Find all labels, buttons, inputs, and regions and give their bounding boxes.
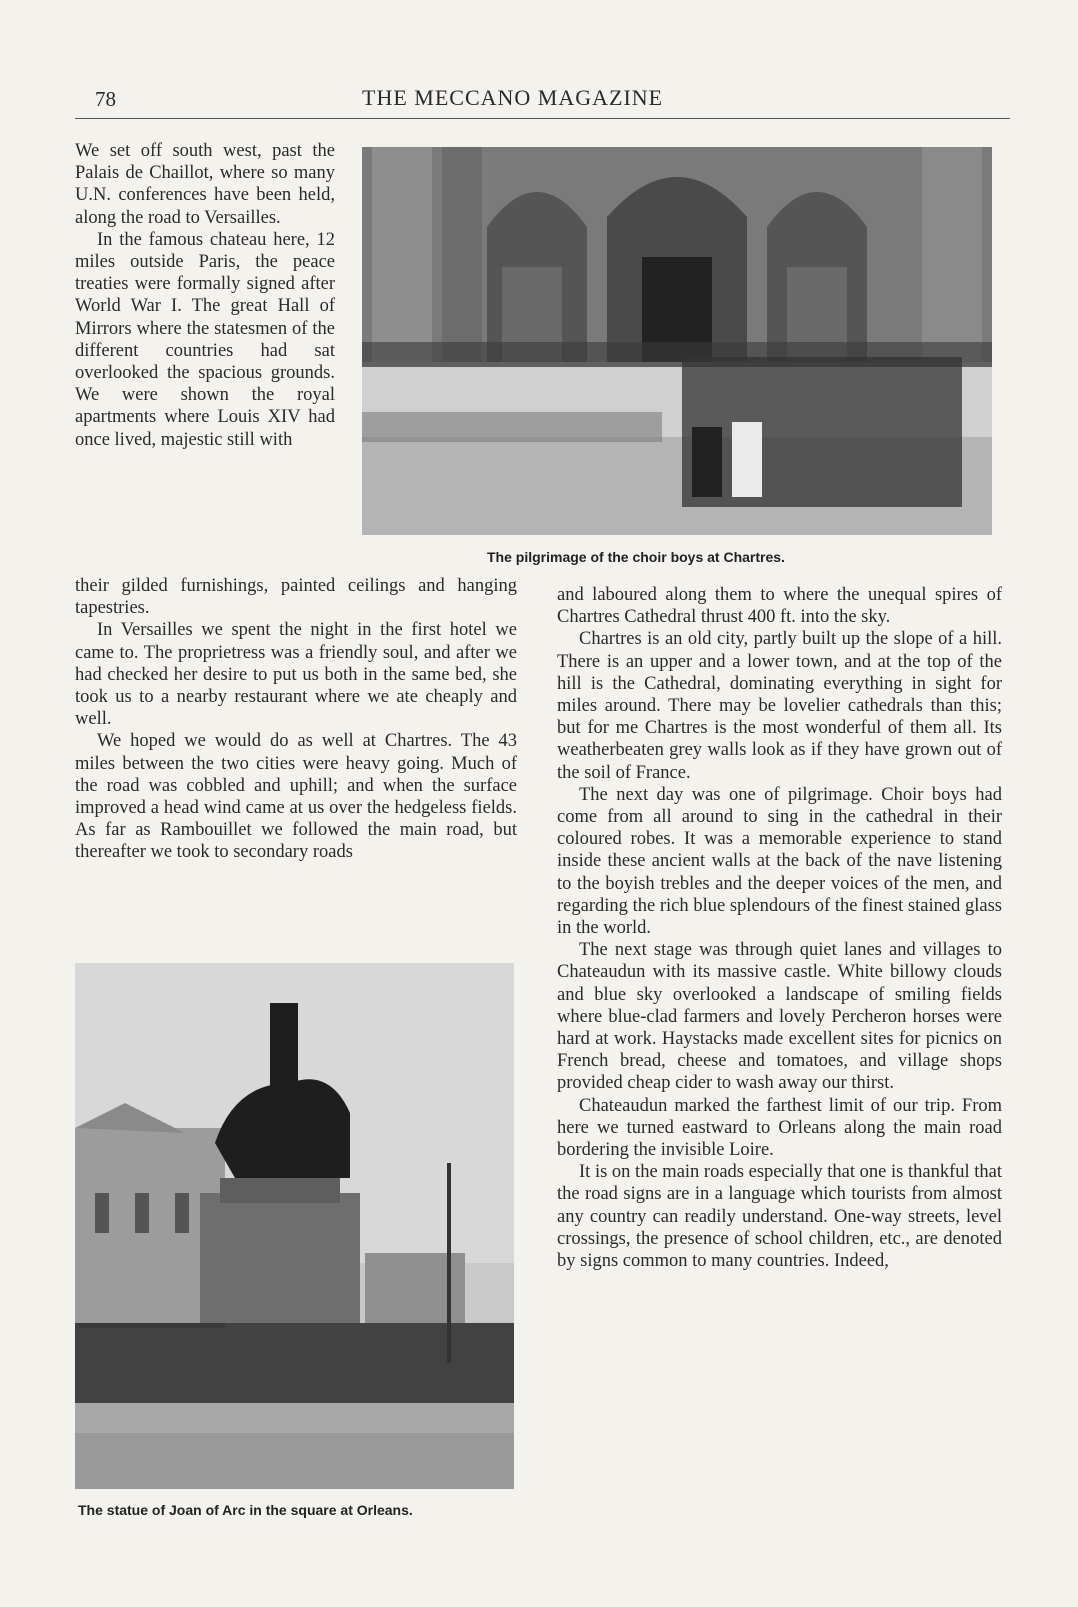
photo-caption-top: The pilgrimage of the choir boys at Chartres. xyxy=(487,549,785,565)
paragraph: The next stage was through quiet lanes and villages to Chateaudun with its massive castle. White billowy clouds and blue sky overlooked a landscape of smiling fields where blue-clad farmers and lovely Percheron horses were hard at work. Haystacks made excellent sites for picnics on French bread, cheese and tomatoes, and village shops provided cheap cider to wash away our thirst. xyxy=(557,940,1002,1094)
chartres-cathedral-photo xyxy=(362,147,992,535)
paragraph: Chateaudun marked the farthest limit of our trip. From here we turned eastward to Orleans along the main road bordering the invisible Loire. xyxy=(557,1095,1002,1161)
paragraph: Chartres is an old city, partly built up the slope of a hill. There is an upper and a lower town, and at the top of the hill is the Cathedral, dominating everything in sight for miles around. There may be lovelier cathedrals than this; but for me Chartres is the most wonderful of them all. Its weatherbeaten grey walls look as if they have grown out of the soil of France. xyxy=(557,629,1002,783)
paragraph: The next day was one of pilgrimage. Choir boys had come from all around to sing in the cathedral in their coloured robes. It was a memorable experience to stand inside these ancient walls at the back of the nave listening to the boyish trebles and the deeper voices of the men, and regarding the rich blue splendours of the finest stained glass in the world. xyxy=(557,784,1002,939)
paragraph: In the famous chateau here, 12 miles outside Paris, the peace treaties were formally signed after World War I. The great Hall of Mirrors where the statesmen of the different countries had sat overlooked the spacious grounds. We were shown the royal apartments where Louis XIV had once lived, majestic still with xyxy=(75,229,335,450)
left-column-middle xyxy=(75,575,517,864)
right-column xyxy=(557,584,1002,1272)
paragraph: It is on the main roads especially that one is thankful that the road signs are in a language which tourists from almost any country can readily understand. One-way streets, level crossings, the presence of school children, etc., are denoted by signs common to many countries. Indeed, xyxy=(557,1162,1002,1272)
paragraph: We set off south west, past the Palais de Chaillot, where so many U.N. conferences have been held, along the road to Versailles. xyxy=(75,141,335,228)
paragraph: and laboured along them to where the unequal spires of Chartres Cathedral thrust 400 ft. into the sky. xyxy=(557,585,1002,628)
magazine-title: THE MECCANO MAGAZINE xyxy=(362,85,664,110)
joan-of-arc-statue-photo xyxy=(75,963,514,1489)
header-rule xyxy=(75,118,1010,119)
paragraph: We hoped we would do as well at Chartres. The 43 miles between the two cities were heavy going. Much of the road was cobbled and uphill; and when the surface improved a head wind came at us over the hedgeless fields. As far as Rambouillet we followed the main road, but thereafter we took to secondary roads xyxy=(75,731,517,863)
page-number: 78 xyxy=(95,87,116,111)
paragraph: their gilded furnishings, painted ceilings and hanging tapestries. xyxy=(75,576,517,619)
left-column-top xyxy=(75,140,335,451)
photo-caption-bottom: The statue of Joan of Arc in the square at Orleans. xyxy=(78,1502,413,1518)
paragraph: In Versailles we spent the night in the first hotel we came to. The proprietress was a friendly soul, and after we had checked her desire to put us both in the same bed, she took us to a nearby restaurant where we ate cheaply and well. xyxy=(75,620,517,730)
